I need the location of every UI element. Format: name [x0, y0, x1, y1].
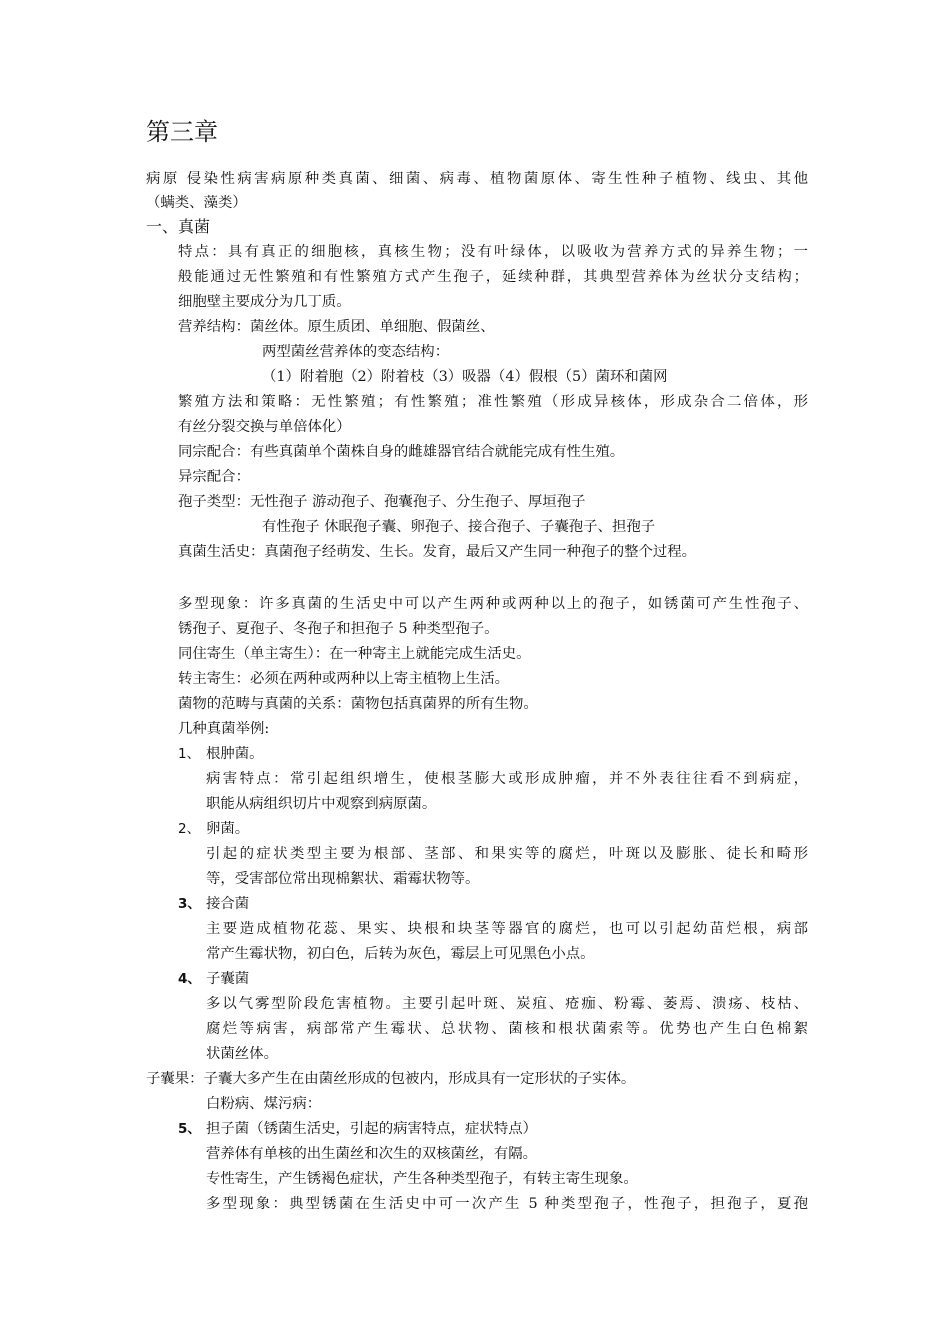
numbered-item: [178, 967, 250, 992]
text-line: 病原 侵染性病害病原种类真菌、细菌、病毒、植物菌原体、寄生性种子植物、线虫、其他: [146, 171, 808, 187]
numbered-item: [178, 742, 264, 767]
item-number: 2、: [178, 821, 201, 837]
text-line: 几种真菌举例:: [178, 721, 270, 737]
item-title: 根肿菌。: [206, 746, 264, 762]
item-number: 3、: [178, 896, 201, 912]
text-line: 有性孢子 休眠孢子囊、卵孢子、接合孢子、子囊孢子、担孢子: [262, 519, 656, 535]
text-line: 状菌丝体。: [206, 1046, 278, 1062]
text-line: 多型现象：许多真菌的生活史中可以产生两种或两种以上的孢子，如锈菌可产生性孢子、: [178, 596, 808, 612]
text-line: 孢子类型：无性孢子 游动孢子、孢囊孢子、分生孢子、厚垣孢子: [178, 494, 586, 510]
text-line: 转主寄生：必须在两种或两种以上寄主植物上生活。: [178, 671, 509, 687]
text-line: 异宗配合：: [178, 469, 250, 485]
chapter-title: 第三章: [146, 118, 218, 146]
text-line: 繁殖方法和策略：无性繁殖；有性繁殖；准性繁殖（形成异核体，形成杂合二倍体，形: [178, 394, 808, 410]
item-number: 1、: [178, 746, 201, 762]
text-line: 同住寄生（单主寄生）：在一种寄主上就能完成生活史。: [178, 646, 531, 662]
text-line: 营养体有单核的出生菌丝和次生的双核菌丝，有隔。: [206, 1146, 537, 1162]
text-line: 菌物的范畴与真菌的关系：菌物包括真菌界的所有生物。: [178, 696, 538, 712]
text-line: 白粉病、煤污病：: [206, 1096, 322, 1112]
text-line: 子囊果：子囊大多产生在由菌丝形成的包被内，形成具有一定形状的子实体。: [146, 1071, 636, 1087]
text-line: 锈孢子、夏孢子、冬孢子和担孢子 5 种类型孢子。: [178, 621, 499, 637]
text-line: 引起的症状类型主要为根部、茎部、和果实等的腐烂，叶斑以及膨胀、徒长和畸形: [206, 846, 808, 862]
text-line: 营养结构：菌丝体。原生质团、单细胞、假菌丝、: [178, 319, 495, 335]
text-line: （1）附着胞（2）附着枝（3）吸器（4）假根（5）菌环和菌网: [262, 369, 668, 385]
text-line: 般能通过无性繁殖和有性繁殖方式产生孢子，延续种群，其典型营养体为丝状分支结构；: [178, 269, 808, 285]
text-line: 同宗配合：有些真菌单个菌株自身的雌雄器官结合就能完成有性生殖。: [178, 444, 625, 460]
item-title: 担子菌（锈菌生活史，引起的病害特点，症状特点）: [206, 1121, 537, 1137]
numbered-item: [178, 1117, 537, 1142]
text-line: 主要造成植物花蕊、果实、块根和块茎等器官的腐烂，也可以引起幼苗烂根，病部: [206, 921, 808, 937]
numbered-item: [178, 817, 250, 842]
text-line: 真菌生活史：真菌孢子经萌发、生长。发育，最后又产生同一种孢子的整个过程。: [178, 544, 697, 560]
item-number: 4、: [178, 971, 201, 987]
text-line: 职能从病组织切片中观察到病原菌。: [206, 796, 437, 812]
text-line: 多型现象：典型锈菌在生活史中可一次产生 5 种类型孢子，性孢子，担孢子，夏孢: [206, 1196, 808, 1212]
section-heading: 一、真菌: [146, 217, 211, 236]
item-title: 接合菌: [206, 896, 250, 912]
text-line: 特点：具有真正的细胞核，真核生物；没有叶绿体，以吸收为营养方式的异养生物；一: [178, 244, 808, 260]
numbered-item: [178, 892, 250, 917]
text-line: 腐烂等病害，病部常产生霉状、总状物、菌核和根状菌索等。优势也产生白色棉絮: [206, 1021, 808, 1037]
text-line: 有丝分裂交换与单倍体化）: [178, 419, 351, 435]
text-line: 常产生霉状物，初白色，后转为灰色，霉层上可见黑色小点。: [206, 946, 595, 962]
item-title: 子囊菌: [206, 971, 250, 987]
text-line: （螨类、藻类）: [146, 195, 247, 211]
text-line: 病害特点：常引起组织增生，使根茎膨大或形成肿瘤，并不外表往往看不到病症，: [206, 771, 808, 787]
item-number: 5、: [178, 1121, 201, 1137]
text-line: 等，受害部位常出现棉絮状、霜霉状物等。: [206, 871, 480, 887]
text-line: 多以气雾型阶段危害植物。主要引起叶斑、炭疽、疮痂、粉霉、萎焉、溃疡、枝枯、: [206, 996, 808, 1012]
text-line: 细胞壁主要成分为几丁质。: [178, 294, 351, 310]
text-line: 专性寄生，产生锈褐色症状，产生各种类型孢子，有转主寄生现象。: [206, 1171, 638, 1187]
item-title: 卵菌。: [206, 821, 250, 837]
text-line: 两型菌丝营养体的变态结构：: [262, 344, 450, 360]
